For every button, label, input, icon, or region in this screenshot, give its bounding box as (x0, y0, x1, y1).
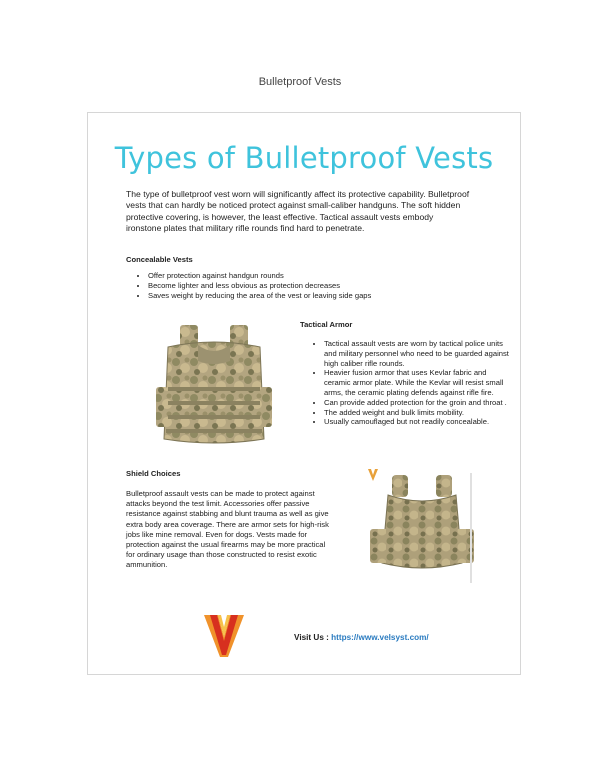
intro-paragraph: The type of bulletproof vest worn will significantly affect its protective capability. Bulletproof vests that can hardly be noticed protect against small-caliber handguns. The soft hidden protective covering, is however, the least effective. Tactical assault vests embody ironstone plates that military rifle rounds find hard to penetrate. (126, 189, 470, 234)
company-logo-icon (204, 615, 244, 657)
concealable-heading: Concealable Vests (126, 255, 193, 264)
list-item: • Can provide added protection for the groin and throat . (324, 398, 514, 408)
tactical-list (304, 339, 514, 427)
document-title: Bulletproof Vests (258, 76, 342, 88)
list-item: • The added weight and bulk limits mobility. (324, 408, 514, 418)
list-item: • Usually camouflaged but not readily concealable. (324, 417, 514, 427)
website-link[interactable]: https://www.velsyst.com/ (331, 633, 429, 642)
tactical-heading: Tactical Armor (300, 320, 353, 329)
shield-heading: Shield Choices (126, 469, 181, 478)
visit-us-line (294, 633, 429, 642)
tactical-vest-image (154, 321, 274, 449)
visit-label: Visit Us : (294, 633, 332, 642)
list-item: • Heavier fusion armor that uses Kevlar fabric and ceramic armor plate. While the Kevlar will resist small arms, the ceramic plating defends against rifle fire. (324, 368, 514, 397)
main-heading: Types of Bulletproof Vests (114, 141, 494, 175)
concealable-list (128, 271, 388, 300)
list-item: • Tactical assault vests are worn by tactical police units and military personnel who need to be guarded against high caliber rifle rounds. (324, 339, 514, 368)
content-card (87, 112, 521, 675)
list-item: • Saves weight by reducing the area of the vest or leaving side gaps (148, 291, 388, 301)
list-item: • Offer protection against handgun rounds (148, 271, 388, 281)
plate-carrier-image (370, 473, 474, 583)
list-item: • Become lighter and less obvious as protection decreases (148, 281, 388, 291)
shield-paragraph: Bulletproof assault vests can be made to protect against attacks beyond the test limit. Accessories offer passive resistance against stabbing and blunt trauma as well as give extra body area coverage. There are armor sets for high-risk jobs like mine removal. Even for dogs. Vests made for protection against the usual firearms may be more practical for ordinary usage than those constructed to resist exotic ammunition. (126, 489, 329, 570)
